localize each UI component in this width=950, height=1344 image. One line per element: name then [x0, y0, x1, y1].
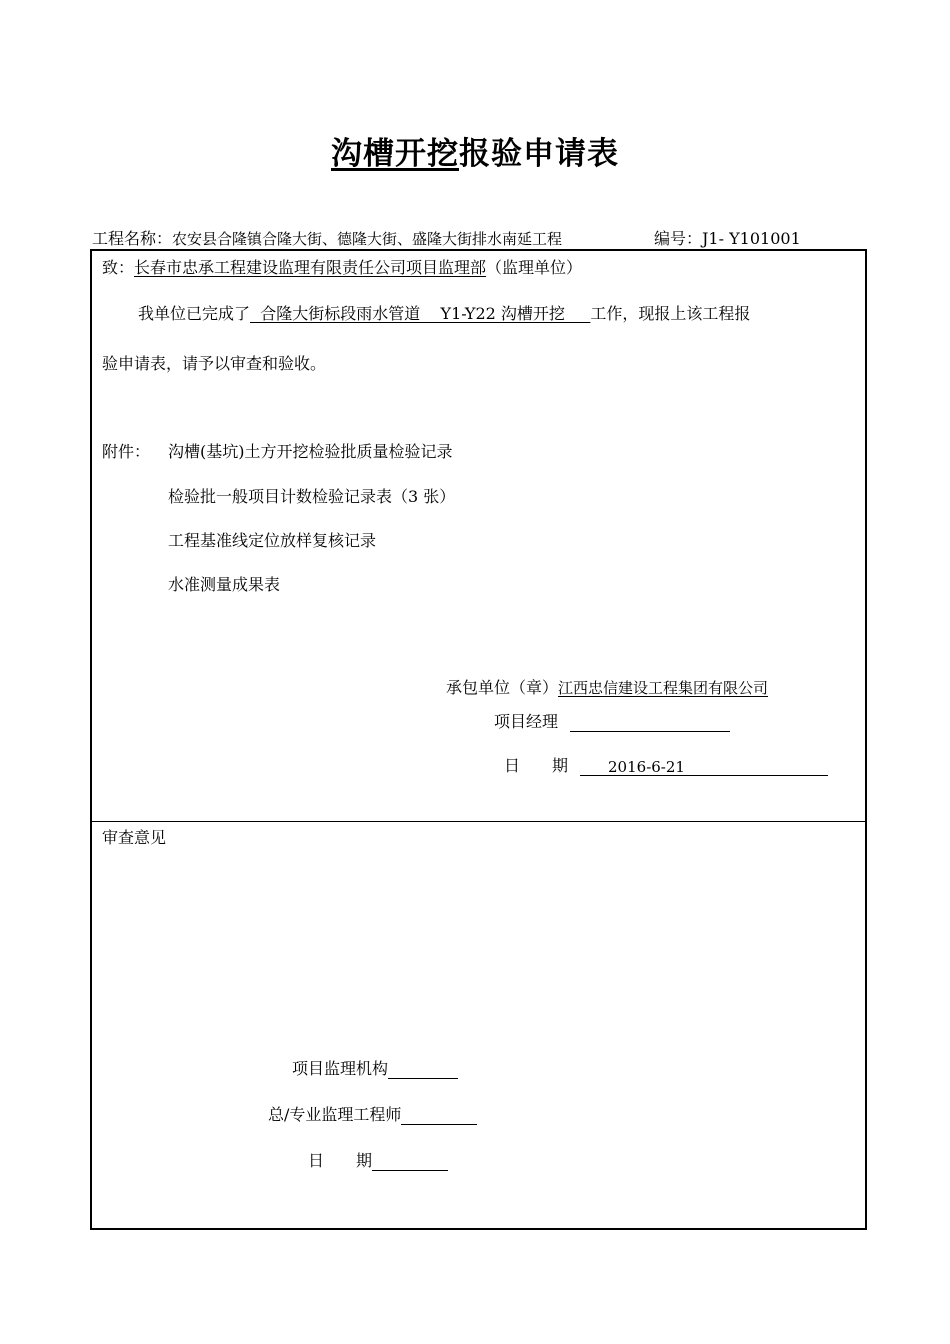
project-header [92, 226, 872, 249]
attachment-item: 工程基准线定位放样复核记录 [168, 531, 377, 550]
project-label: 工程名称： [92, 229, 173, 248]
form-code [654, 226, 801, 249]
project-manager-line [494, 709, 730, 732]
review-date-blank [372, 1152, 448, 1171]
review-label: 审查意见 [102, 828, 167, 847]
to-suffix: （监理单位） [486, 258, 583, 277]
contractor-date-label: 日 期 [504, 756, 569, 775]
review-date-line [308, 1148, 448, 1171]
project-manager-label: 项目经理 [494, 712, 559, 731]
body-paragraph-2: 验申请表，请予以审查和验收。 [102, 354, 327, 373]
code-label: 编号： [654, 229, 703, 248]
attachment-item: 水准测量成果表 [168, 575, 281, 594]
project-name: 农安县合隆镇合隆大街、德隆大街、盛隆大街排水南延工程 [172, 230, 563, 248]
project-manager-blank [570, 713, 730, 732]
p1-prefix: 我单位已完成了 [138, 304, 251, 323]
contractor-date-value: 2016-6-21 [580, 758, 828, 776]
to-prefix: 致： [102, 258, 135, 277]
supervision-org-label: 项目监理机构 [292, 1059, 389, 1078]
supervision-unit: 长春市忠承工程建设监理有限责任公司项目监理部 [134, 258, 487, 277]
chief-engineer-line [268, 1102, 477, 1125]
contractor-unit-value: 江西忠信建设工程集团有限公司 [558, 679, 769, 697]
supervision-org-blank [388, 1060, 458, 1079]
contractor-unit-line [446, 675, 768, 698]
chief-engineer-blank [401, 1106, 477, 1125]
contractor-unit-label: 承包单位（章） [446, 678, 559, 697]
body-paragraph-1 [138, 301, 750, 324]
to-line [102, 255, 582, 278]
page-title [0, 128, 950, 173]
supervision-org-line [292, 1056, 458, 1079]
p1-suffix: 工作，现报上该工程报 [590, 304, 751, 323]
title-rest: 报验申请表 [459, 136, 619, 172]
chief-engineer-label: 总/专业监理工程师 [268, 1105, 402, 1124]
attachment-item: 沟槽(基坑)土方开挖检验批质量检验记录 [168, 442, 453, 461]
form-table [90, 249, 867, 1230]
completed-work: 合隆大街标段雨水管道 Y1-Y22 沟槽开挖 [250, 304, 591, 323]
section-divider [92, 821, 865, 822]
title-underlined-part: 沟槽开挖 [331, 136, 459, 172]
attachments-label: 附件： [102, 442, 151, 461]
attachment-item: 检验批一般项目计数检验记录表（3 张） [168, 487, 456, 506]
review-date-label: 日 期 [308, 1151, 373, 1170]
contractor-date-line [504, 753, 828, 776]
code-value: J1- Y101001 [702, 229, 801, 248]
